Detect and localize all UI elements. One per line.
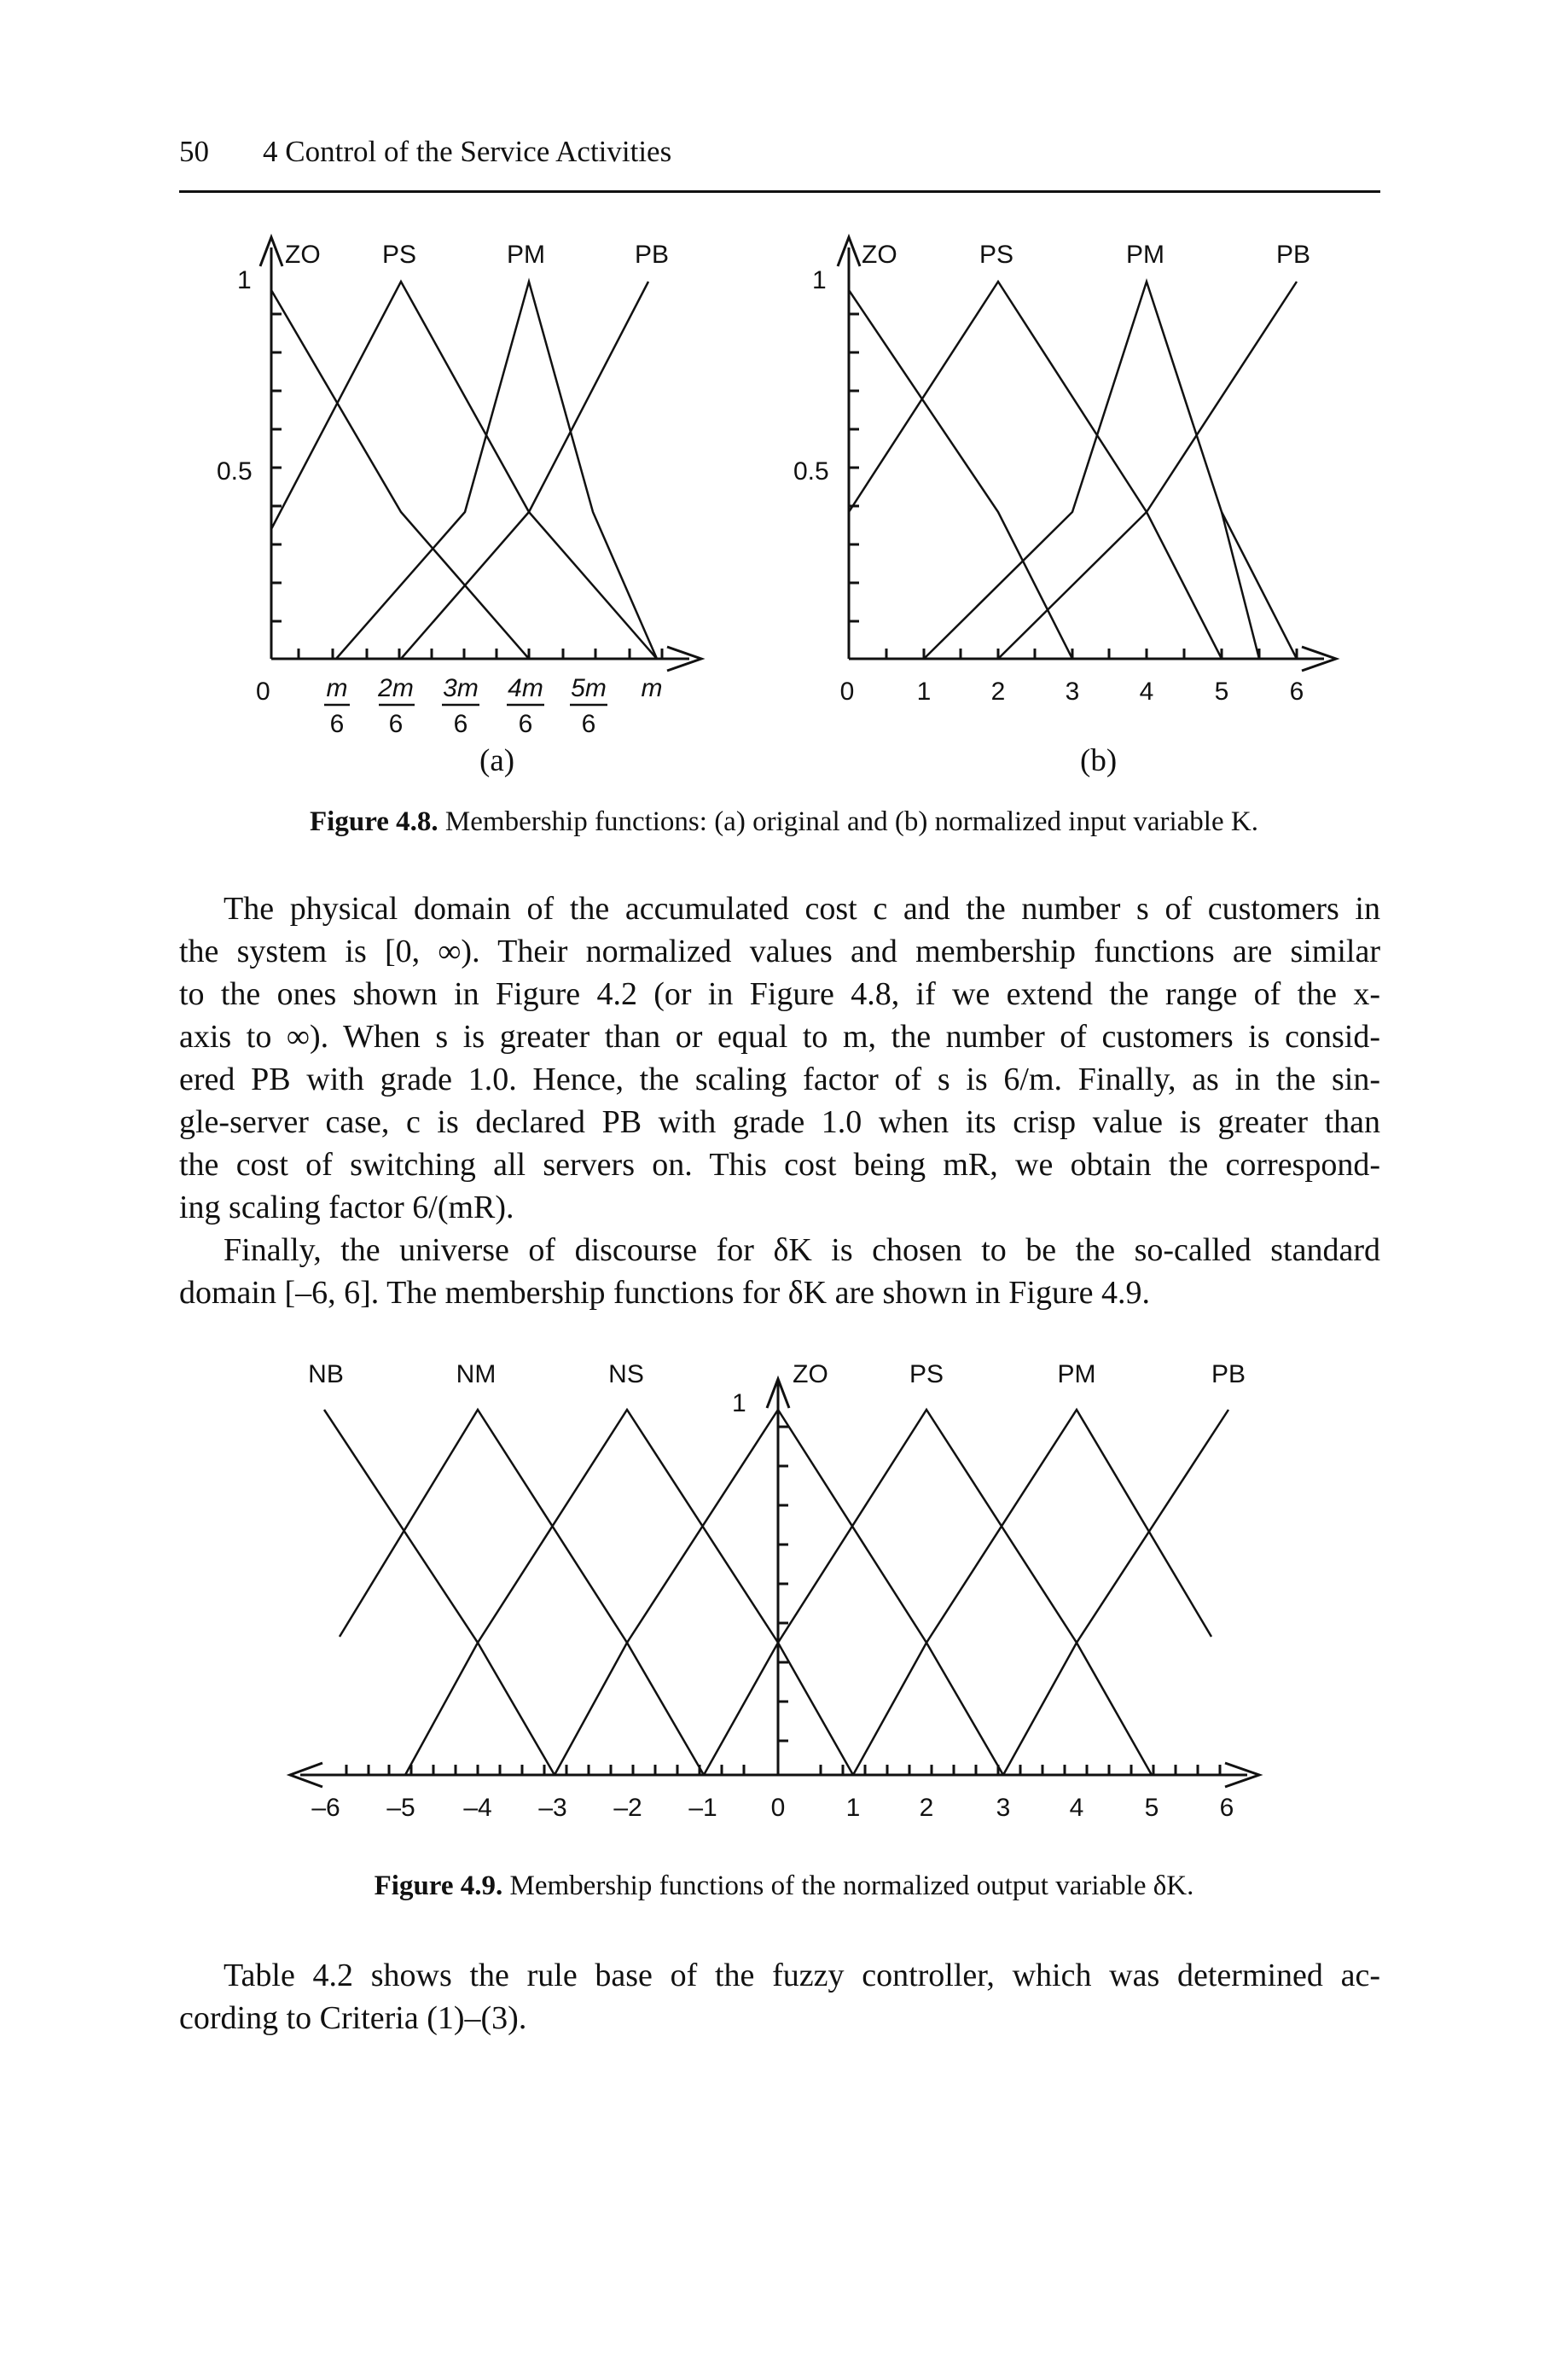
paragraph-line: Finally, the universe of discourse for δK is chosen to be the so-called standard — [224, 1232, 1380, 1268]
x-label-neg5: –5 — [386, 1794, 415, 1822]
paragraph-line: the system is [0, ∞). Their normalized values and membership functions are similar — [179, 934, 1380, 969]
y-tick-0-5: 0.5 — [793, 457, 829, 486]
x-label-5m-den: 6 — [581, 710, 596, 738]
x-label-m-num: m — [326, 674, 348, 702]
x-label-m-end: m — [641, 674, 663, 702]
x-label-3m-num: 3m — [443, 674, 479, 702]
x-label-3: 3 — [1065, 678, 1080, 706]
paragraph-line: domain [–6, 6]. The membership functions for δK are shown in Figure 4.9. — [179, 1275, 1150, 1311]
set-label-ps: PS — [909, 1360, 944, 1388]
figure-4-8b-plot — [0, 222, 1568, 768]
paragraph-line: ing scaling factor 6/(mR). — [179, 1190, 514, 1225]
set-label-nm: NM — [456, 1360, 497, 1388]
x-label-6: 6 — [1289, 678, 1304, 706]
set-label-ps: PS — [382, 241, 417, 269]
set-label-ps: PS — [979, 241, 1014, 269]
paragraph-line: The physical domain of the accumulated cost c and the number s of customers in — [224, 891, 1380, 927]
x-label-2m-den: 6 — [388, 710, 404, 738]
set-label-pm: PM — [1126, 241, 1164, 269]
chapter-title: 4 Control of the Service Activities — [263, 135, 672, 168]
mf-ns — [405, 1410, 853, 1775]
x-label-4m-den: 6 — [518, 710, 533, 738]
x-label-2: 2 — [919, 1794, 934, 1822]
set-label-pb: PB — [1211, 1360, 1246, 1388]
x-label-m-den: 6 — [329, 710, 345, 738]
paragraph-line: cording to Criteria (1)–(3). — [179, 2000, 527, 2036]
paragraph-2 — [179, 1229, 1380, 1314]
paragraph-line: axis to ∞). When s is greater than or equal to m, the number of customers is consid- — [179, 1019, 1380, 1055]
x-minor-ticks — [886, 649, 1297, 659]
header-rule — [179, 190, 1380, 193]
set-label-nb: NB — [308, 1360, 344, 1388]
set-label-pm: PM — [507, 241, 545, 269]
paragraph-line: to the ones shown in Figure 4.2 (or in Figure 4.8, if we extend the range of the x- — [179, 976, 1380, 1012]
caption-label: Figure 4.9. — [374, 1871, 503, 1901]
caption-text: Membership functions of the normalized output variable δK. — [502, 1871, 1194, 1901]
paragraph-line: ered PB with grade 1.0. Hence, the scaling factor of s is 6/m. Finally, as in the sin- — [179, 1062, 1380, 1097]
caption-text: Membership functions: (a) original and (b) normalized input variable K. — [438, 806, 1258, 837]
x-label-2: 2 — [990, 678, 1006, 706]
y-tick-1: 1 — [812, 266, 827, 294]
y-minor-ticks — [778, 1427, 788, 1741]
set-label-zo: ZO — [285, 241, 321, 269]
x-label-0: 0 — [839, 678, 855, 706]
x-label-neg6: –6 — [311, 1794, 340, 1822]
x-label-5m-num: 5m — [571, 674, 607, 702]
x-label-0: 0 — [770, 1794, 786, 1822]
x-label-1: 1 — [845, 1794, 861, 1822]
page-number: 50 — [179, 135, 209, 168]
figure-4-8-caption — [0, 806, 1568, 838]
mf-ps — [704, 1410, 1152, 1775]
x-label-4: 4 — [1139, 678, 1154, 706]
x-label-1: 1 — [916, 678, 932, 706]
y-minor-ticks — [849, 314, 859, 621]
y-tick-1: 1 — [237, 266, 252, 294]
caption-label: Figure 4.8. — [310, 806, 438, 837]
y-tick-0-5: 0.5 — [217, 457, 253, 486]
mf-pm — [853, 1410, 1211, 1775]
set-label-pb: PB — [635, 241, 670, 269]
mf-pm-tail — [1222, 512, 1297, 659]
x-label-4m-num: 4m — [508, 674, 543, 702]
x-label-5: 5 — [1214, 678, 1229, 706]
sublabel-a: (a) — [479, 743, 515, 778]
x-label-2m-num: 2m — [378, 674, 414, 702]
figure-4-9-plot — [0, 1348, 1568, 1843]
x-label-3m-den: 6 — [453, 710, 468, 738]
x-minor-ticks — [346, 1765, 1220, 1775]
mf-nb — [324, 1410, 555, 1775]
x-tick-0: 0 — [256, 678, 270, 706]
y-tick-1: 1 — [732, 1389, 746, 1417]
figure-4-9-caption — [0, 1871, 1568, 1902]
set-label-pb: PB — [1276, 241, 1311, 269]
set-label-zo: ZO — [793, 1360, 828, 1388]
set-label-zo: ZO — [862, 241, 897, 269]
paragraph-3 — [179, 1954, 1380, 2039]
mf-pb — [1003, 1410, 1228, 1775]
paragraph-line: gle-server case, c is declared PB with grade 1.0 when its crisp value is greater than — [179, 1104, 1380, 1140]
x-label-neg2: –2 — [613, 1794, 642, 1822]
x-label-5: 5 — [1144, 1794, 1159, 1822]
sublabel-b: (b) — [1080, 743, 1118, 778]
paragraph-1 — [179, 887, 1380, 1229]
set-label-pm: PM — [1057, 1360, 1096, 1388]
x-label-neg1: –1 — [688, 1794, 717, 1822]
x-label-6: 6 — [1219, 1794, 1234, 1822]
x-label-neg4: –4 — [463, 1794, 492, 1822]
set-label-ns: NS — [608, 1360, 644, 1388]
paragraph-line: Table 4.2 shows the rule base of the fuzzy controller, which was determined ac- — [224, 1958, 1380, 1993]
x-label-4: 4 — [1069, 1794, 1084, 1822]
x-label-3: 3 — [996, 1794, 1011, 1822]
x-label-neg3: –3 — [538, 1794, 567, 1822]
paragraph-line: the cost of switching all servers on. This cost being mR, we obtain the correspond- — [179, 1147, 1380, 1183]
mf-pm — [924, 282, 1259, 659]
